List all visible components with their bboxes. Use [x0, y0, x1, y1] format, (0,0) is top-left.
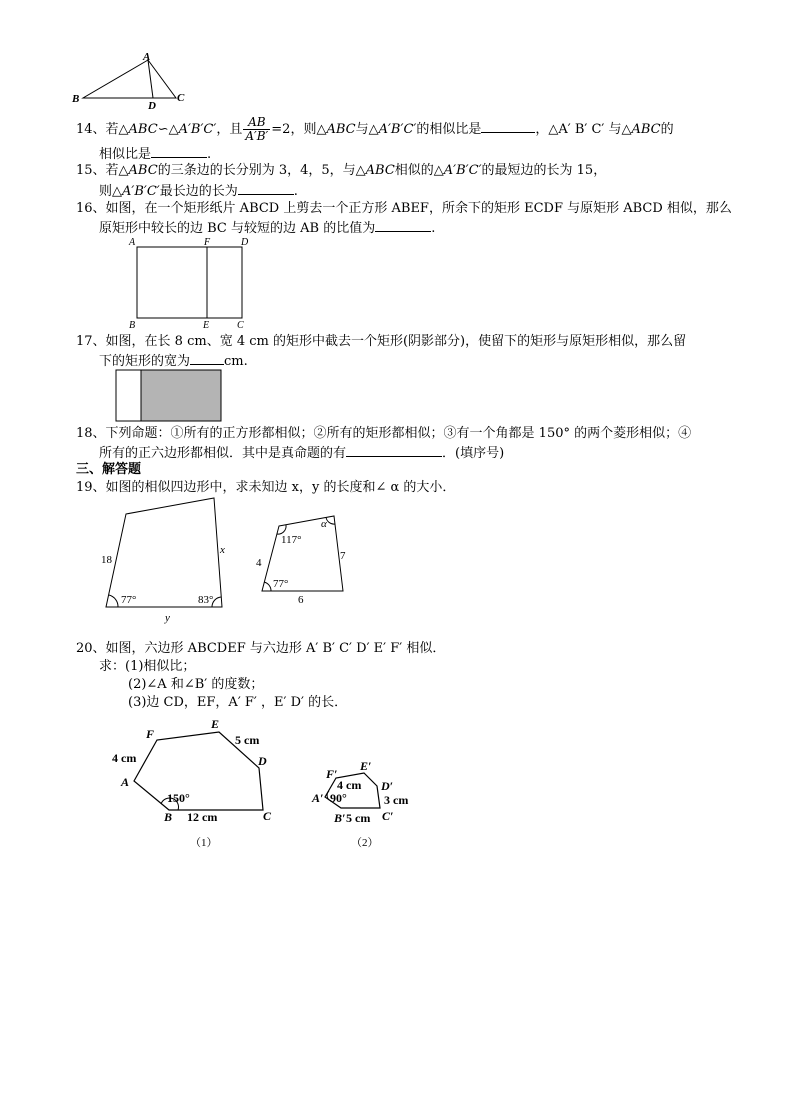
- label-e: E: [203, 320, 210, 331]
- section-heading: 三、解答题: [76, 462, 142, 477]
- label-b: B: [129, 320, 136, 331]
- q18-text: 所有的正六边形都相似．其中是真命题的有: [99, 446, 347, 461]
- q15-text: 相似的△: [394, 163, 444, 178]
- label-a: A: [129, 237, 136, 248]
- q18-text: 下列命题：①所有的正方形都相似；②所有的矩形都相似；③有一个角都是 150° 的两个菱形相似；④: [105, 426, 692, 441]
- side-label-x: x: [220, 544, 225, 556]
- label-a-prime: A′: [312, 791, 324, 805]
- label-c: C: [263, 809, 272, 823]
- label-d: D: [148, 100, 156, 112]
- q14-text: 若△: [105, 122, 129, 137]
- q15-text: 若△: [105, 163, 129, 178]
- label-d: D: [241, 237, 249, 248]
- length-af: 4 cm: [112, 751, 137, 765]
- label-f: F: [146, 727, 155, 741]
- side-label-6: 6: [298, 594, 304, 606]
- q14-text: 的相似比是: [416, 122, 482, 137]
- q17-text: cm.: [224, 354, 248, 369]
- q18-text: ．(填序号): [442, 446, 505, 461]
- q14-number: 14、: [76, 122, 106, 137]
- q14-text: 的: [660, 122, 674, 137]
- q17-text: 如图，在长 8 cm、宽 4 cm 的矩形中截去一个矩形(阴影部分)，使留下的矩形与原矩形相似，那么留: [105, 334, 687, 349]
- question-20-item-3: (3)边 CD，EF，A′ F′ ，E′ D′ 的长．: [128, 695, 348, 710]
- label-c-prime: C′: [382, 809, 394, 823]
- q16-number: 16、: [76, 201, 106, 216]
- q17-text: 下的矩形的宽为: [99, 354, 191, 369]
- q20-number: 20、: [76, 641, 106, 656]
- angle-label-117: 117°: [281, 534, 302, 546]
- q17-number: 17、: [76, 334, 106, 349]
- q16-text: 如图，在一个矩形纸片 ABCD 上剪去一个正方形 ABEF，所余下的矩形 ECDF 与原矩形 ABCD 相似，那么: [105, 201, 732, 216]
- angle-label-90: 90°: [330, 791, 347, 805]
- caption-2: （2）: [351, 837, 379, 849]
- q15-apbpcp: A′B′C′: [443, 163, 482, 178]
- label-b-prime: B′: [334, 811, 346, 825]
- label-a: A: [121, 775, 130, 789]
- q14-apbpcp: A′B′C′: [378, 122, 417, 137]
- length-fe: 4 cm: [337, 778, 362, 792]
- q16-text: .: [431, 221, 436, 236]
- q14-apbpcp: A′B′C′: [178, 122, 217, 137]
- q14-sim: ∽△: [157, 122, 179, 137]
- label-c: C: [177, 92, 185, 104]
- length-bc-prime: 5 cm: [346, 811, 371, 825]
- side-label-7: 7: [340, 550, 346, 562]
- angle-label-77: 77°: [121, 594, 137, 606]
- q14-text: 相似比是: [99, 147, 152, 162]
- label-d: D: [258, 754, 267, 768]
- q14-text: .: [207, 147, 212, 162]
- question-20-ask: 求：(1)相似比；: [99, 659, 196, 674]
- q15-abc: ABC: [365, 163, 395, 178]
- q14-abc: ABC: [631, 122, 661, 137]
- q16-text: 原矩形中较长的边 BC 与较短的边 AB 的比值为: [99, 221, 376, 236]
- length-bc: 12 cm: [187, 810, 218, 824]
- label-e-prime: E′: [360, 759, 372, 773]
- q15-text: 的最短边的长为 15，: [481, 163, 607, 178]
- fraction-numerator: AB: [243, 116, 270, 130]
- side-label-18: 18: [101, 554, 112, 566]
- q15-apbpcp: A′B′C′: [122, 184, 160, 199]
- label-d-prime: D′: [381, 779, 394, 793]
- side-label-4: 4: [256, 557, 262, 569]
- q18-number: 18、: [76, 426, 106, 441]
- angle-label-alpha: α: [321, 518, 327, 530]
- side-label-y: y: [165, 612, 170, 624]
- q14-text: =2，则△: [271, 122, 327, 137]
- angle-label-77-small: 77°: [273, 578, 289, 590]
- label-f: F: [204, 237, 211, 248]
- label-a: A: [143, 51, 151, 63]
- angle-label-150: 150°: [167, 791, 190, 805]
- q14-abc: ABC: [128, 122, 158, 137]
- q20-text: 如图，六边形 ABCDEF 与六边形 A′ B′ C′ D′ E′ F′ 相似．: [105, 641, 446, 656]
- label-e: E: [211, 717, 220, 731]
- q14-text: ，△A′ B′ C′ 与△: [535, 122, 632, 137]
- label-f-prime: F′: [326, 767, 338, 781]
- q15-abc: ABC: [128, 163, 158, 178]
- q14-abc: ABC: [326, 122, 356, 137]
- q15-number: 15、: [76, 163, 106, 178]
- q15-text: 则△: [99, 184, 122, 199]
- question-20-item-2: (2)∠A 和∠B′ 的度数；: [128, 677, 264, 692]
- label-b: B: [164, 810, 173, 824]
- q15-text: .: [293, 184, 298, 199]
- q15-text: 的三条边的长分别为 3，4，5，与△: [157, 163, 366, 178]
- caption-1: （1）: [190, 837, 218, 849]
- label-b: B: [72, 93, 80, 105]
- q15-text: 最长边的长为: [159, 184, 238, 199]
- angle-label-83: 83°: [198, 594, 214, 606]
- label-c: C: [237, 320, 244, 331]
- q19-number: 19、: [76, 480, 106, 495]
- fraction-denominator: A′B′: [245, 129, 269, 143]
- q14-text: 与△: [355, 122, 379, 137]
- length-dc: 3 cm: [384, 793, 409, 807]
- q19-text: 如图的相似四边形中，求未知边 x，y 的长度和∠ α 的大小．: [105, 480, 456, 495]
- length-ed: 5 cm: [235, 733, 260, 747]
- q14-text: ，且: [216, 122, 243, 137]
